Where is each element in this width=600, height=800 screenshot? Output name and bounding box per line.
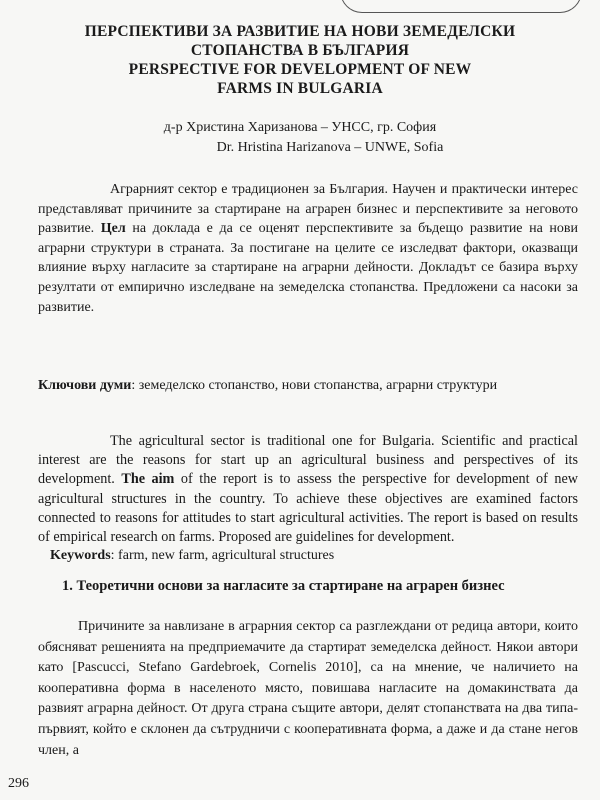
abstract-en-part2: of the report is to assess the perspective for development of new agricultural structures in the country. To achieve these objectives are examined factors connected to reasons for attitudes to start agricultural activities. The report is based on results of empirical research on farms. Proposed are guidelines for development. bbox=[38, 471, 579, 546]
section-body-text: Причините за навлизане в аграрния сектор са разглеждани от редица автори, които обясняват решенията на предприемачите да стартират земеделска дейност. Някои автори като [Pascucci, Stefano Gardebroek, Cornelis 2010], са на мнение, че наличието на кооперативна форма в населеното място, повишава нагласите на домакинствата да развият аграрна дейност. От друга страна същите автори, делят стопанствата на два типа- първият, който е склонен да сътрудничи с кооперативната форма, а даже и да стане негов член, а bbox=[38, 619, 578, 758]
paper-title bbox=[40, 22, 560, 98]
abstract-bg-aim-label: Цел bbox=[100, 221, 126, 237]
abstract-bg bbox=[38, 180, 578, 317]
section-heading-text: 1. Теоретични основи за нагласите за стартиране на аграрен бизнес bbox=[62, 578, 505, 594]
keywords-en bbox=[38, 546, 578, 566]
keywords-en-label: Keywords bbox=[50, 548, 111, 563]
scan-artifact bbox=[340, 0, 582, 13]
title-bg-line-2: СТОПАНСТВА В БЪЛГАРИЯ bbox=[190, 42, 410, 59]
keywords-bg bbox=[38, 376, 578, 396]
abstract-bg-part2: на доклада е да се оценят перспективите за бъдещо развитие на нови аграрни структури в страната. За постигане на целите се изследват фактори, оказващи влияние върху нагласите за стартиране на аграрни дейности. Докладът се базира върху резултати от емпирично изследване на земеделска стопанства. Предложени са насоки за развитие. bbox=[38, 221, 579, 315]
abstract-en bbox=[38, 432, 578, 547]
keywords-en-text: : farm, new farm, agricultural structures bbox=[110, 548, 335, 563]
abstract-bg-part1: Аграрният сектор е традиционен за България. Научен и практически интерес представляват причините за стартиране на аграрен бизнес и перспективите за неговото развитие. bbox=[38, 182, 578, 237]
author-bg: д-р Христина Харизанова – УНСС, гр. София bbox=[163, 120, 437, 135]
author-en: Dr. Hristina Harizanova – UNWE, Sofia bbox=[216, 140, 444, 155]
page-number: 296 bbox=[8, 776, 29, 791]
title-bg-line-1: ПЕРСПЕКТИВИ ЗА РАЗВИТИЕ НА НОВИ ЗЕМЕДЕЛСКИ bbox=[84, 23, 516, 40]
section-heading bbox=[38, 577, 578, 596]
author-block bbox=[0, 118, 600, 158]
section-body bbox=[38, 617, 578, 761]
title-en-line-2: FARMS IN BULGARIA bbox=[217, 80, 383, 97]
abstract-en-part1: The agricultural sector is traditional one for Bulgaria. Scientific and practical interest are the reasons for start up an agricultural business and perspectives of its development. bbox=[38, 433, 578, 488]
keywords-bg-label: Ключови думи bbox=[38, 378, 132, 393]
keywords-bg-text: : земеделско стопанство, нови стопанства, аграрни структури bbox=[131, 378, 498, 393]
title-en-line-1: PERSPECTIVE FOR DEVELOPMENT OF NEW bbox=[128, 61, 472, 78]
abstract-en-aim-label: The aim bbox=[121, 471, 175, 488]
